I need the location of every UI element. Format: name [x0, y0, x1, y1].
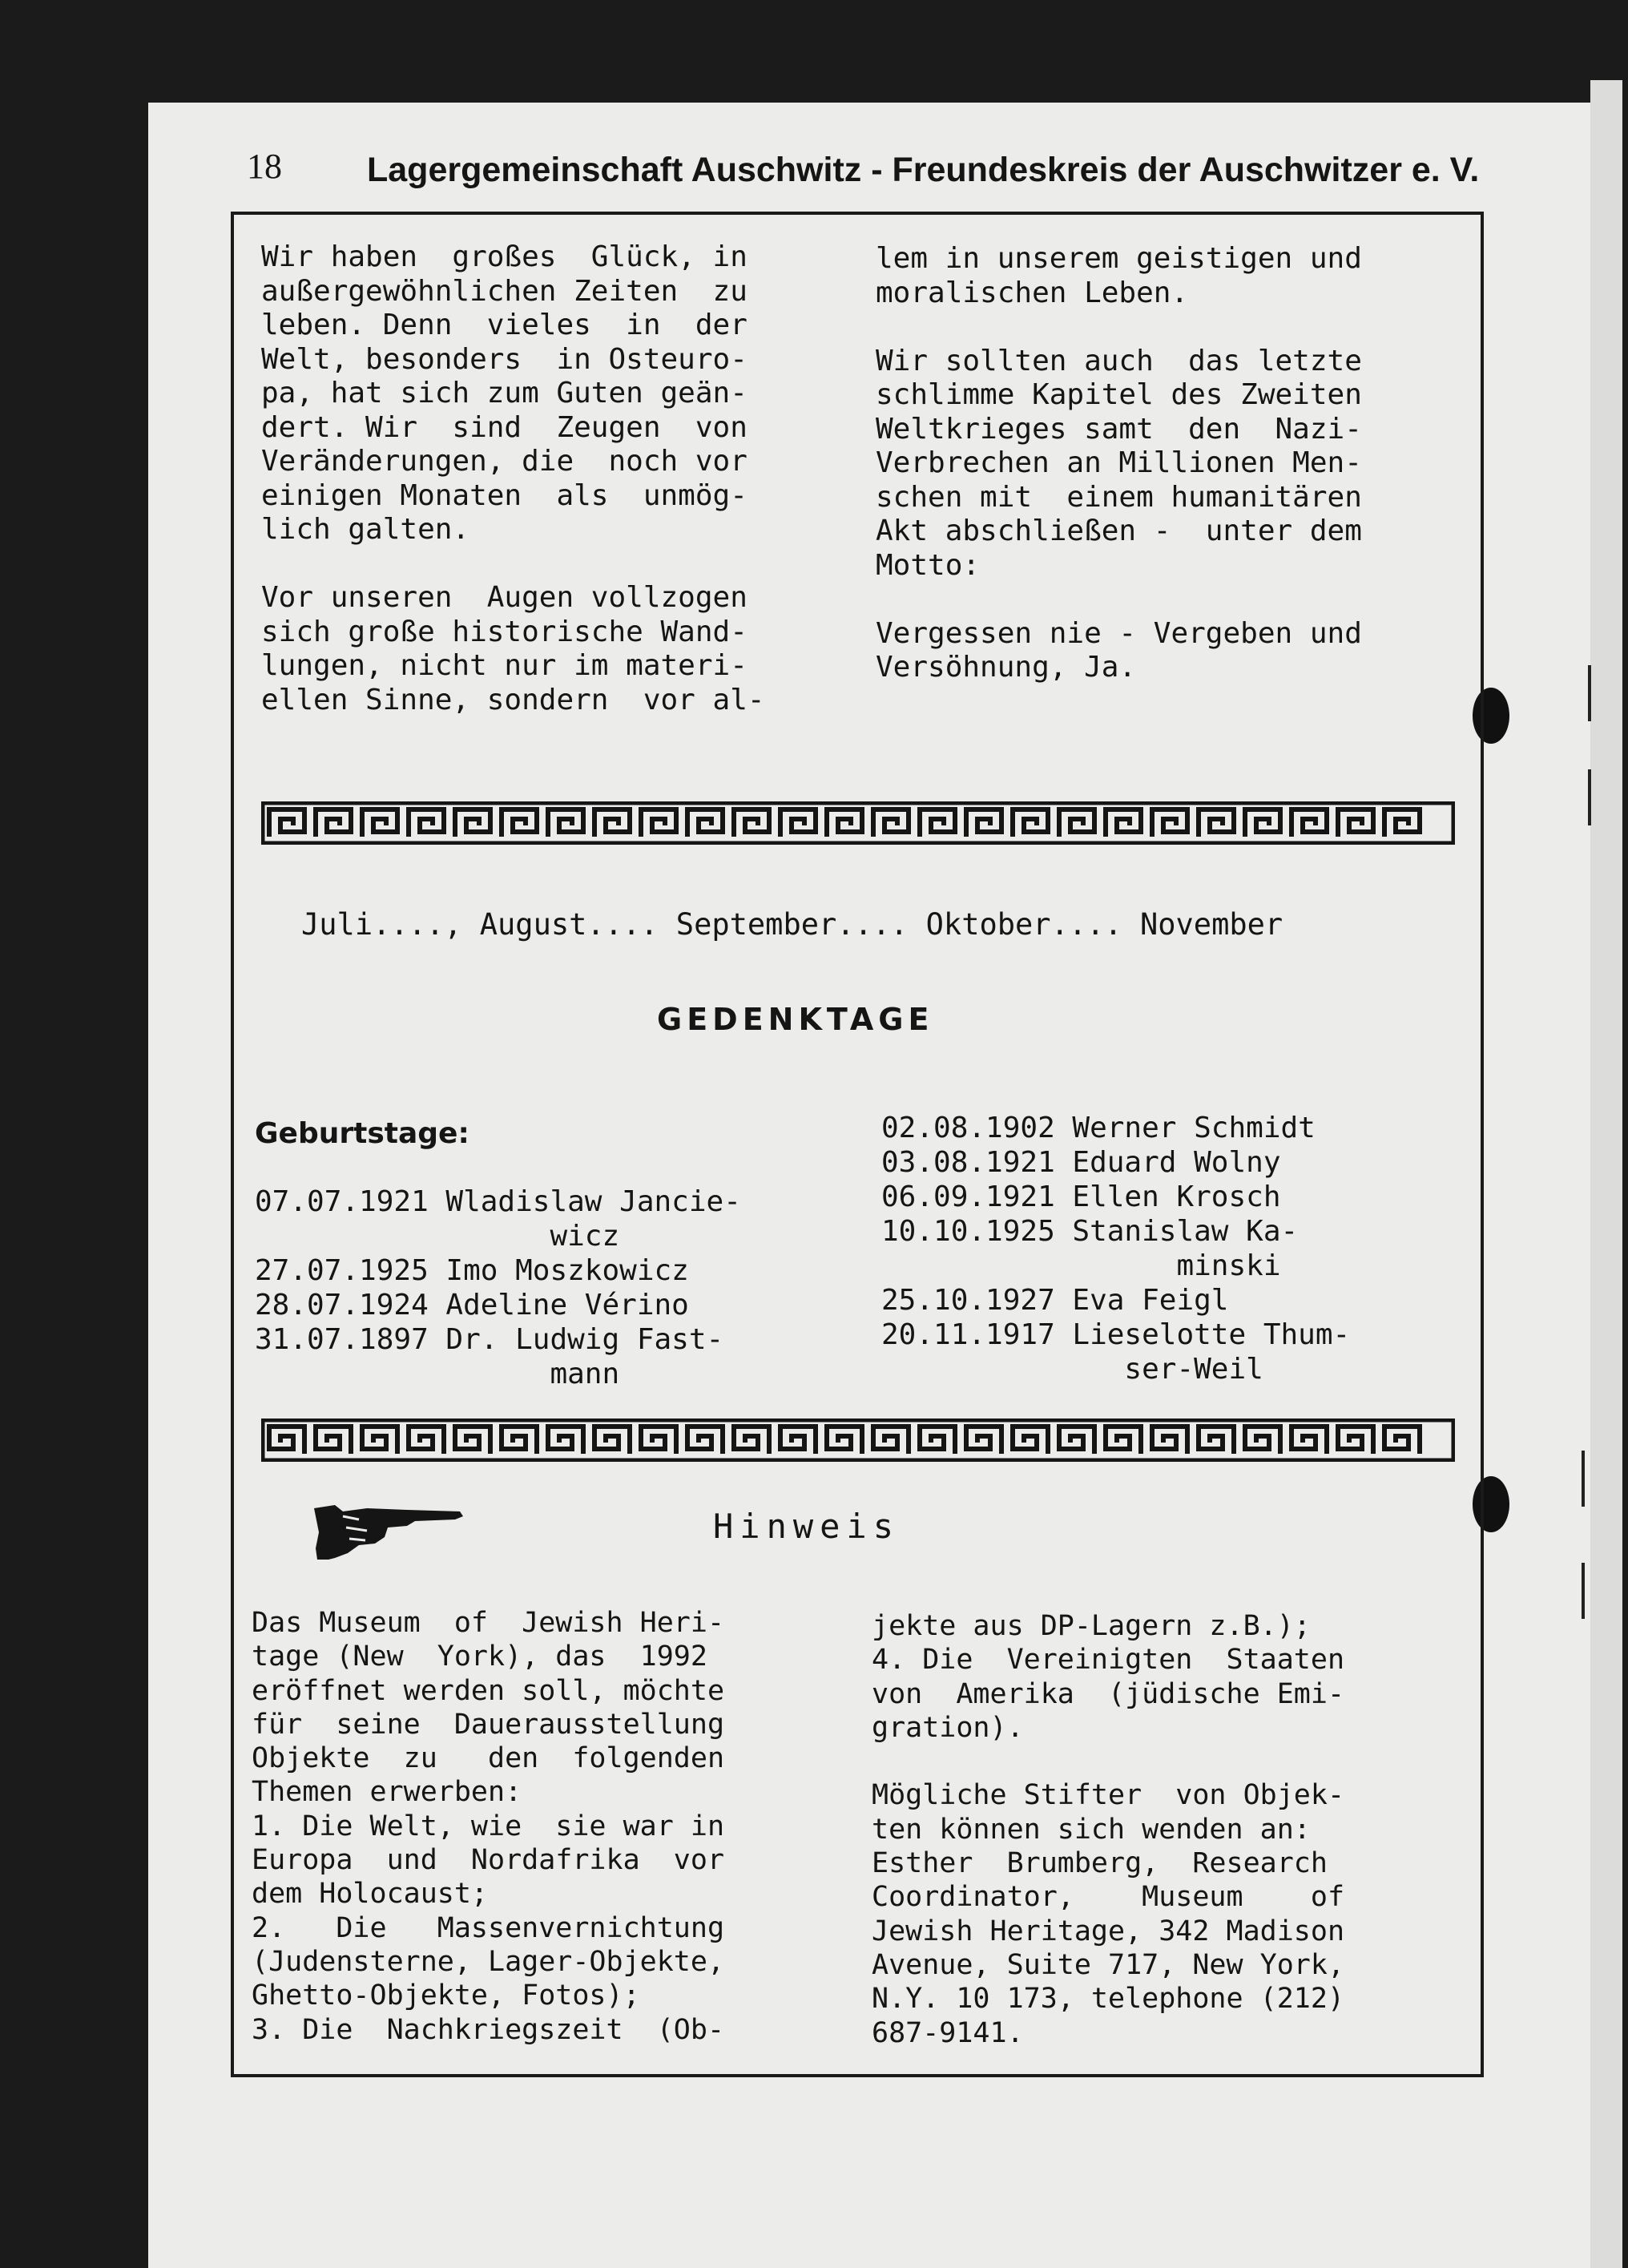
meander-unit [1059, 809, 1094, 837]
meander-unit [966, 1427, 1001, 1454]
text-line: 10.10.1925 Stanislaw Ka- [881, 1215, 1299, 1248]
meander-unit [1292, 809, 1327, 837]
meander-unit [362, 1427, 397, 1454]
meander-unit [594, 809, 630, 837]
binding-mark [1582, 1451, 1585, 1507]
text-line: einigen Monaten als unmög- [261, 478, 748, 512]
text-line: 1. Die Welt, wie sie war in [252, 1810, 725, 1842]
text-line: Das Museum of Jewish Heri- [252, 1607, 725, 1639]
text-line: minski [881, 1249, 1281, 1282]
hinweis-left-column [252, 1606, 724, 2047]
text-line: Jewish Heritage, 342 Madison [872, 1915, 1345, 1947]
meander-unit [409, 1427, 444, 1454]
meander-unit [455, 1427, 490, 1454]
meander-unit [409, 809, 444, 837]
meander-unit [269, 1427, 304, 1454]
text-line: eröffnet werden soll, möchte [252, 1674, 725, 1707]
text-line: Coordinator, Museum of [872, 1881, 1345, 1914]
text-line: Welt, besonders in Osteuro- [261, 342, 748, 376]
intro-right-column [876, 242, 1362, 685]
text-line: Akt abschließen - unter dem [876, 515, 1362, 547]
text-line: 687-9141. [872, 2016, 1024, 2049]
meander-unit [827, 809, 862, 837]
meander-unit [687, 809, 723, 837]
meander-unit [966, 809, 1001, 837]
text-line: (Judensterne, Lager-Objekte, [252, 1945, 725, 1978]
meander-unit [641, 809, 676, 837]
meander-unit [687, 1427, 723, 1454]
text-line: Wir haben großes Glück, in [261, 240, 748, 273]
text-line: Veränderungen, die noch vor [261, 445, 748, 478]
text-line: Themen erwerben: [252, 1776, 522, 1809]
text-line: 3. Die Nachkriegszeit (Ob- [252, 2013, 725, 2046]
meander-unit [1059, 1427, 1094, 1454]
text-line: von Amerika (jüdische Emi- [872, 1677, 1345, 1710]
text-line [876, 583, 1362, 617]
months-line: Juli...., August.... September.... Oktober.... November [301, 907, 1283, 942]
text-line: Verbrechen an Millionen Men- [876, 446, 1362, 479]
text-line: 07.07.1921 Wladislaw Jancie- [255, 1185, 741, 1218]
meander-unit [780, 1427, 816, 1454]
text-line: 31.07.1897 Dr. Ludwig Fast- [255, 1323, 724, 1356]
greek-key-border-bottom [261, 1419, 1455, 1462]
meander-unit [1152, 809, 1187, 837]
page-edge [1590, 80, 1622, 2268]
meander-unit [920, 809, 955, 837]
text-line: 20.11.1917 Lieselotte Thum- [881, 1318, 1351, 1351]
meander-unit [1245, 1427, 1280, 1454]
meander-unit [548, 809, 583, 837]
hinweis-right-column [872, 1609, 1344, 2050]
meander-unit [1292, 1427, 1327, 1454]
meander-unit [780, 809, 816, 837]
meander-unit [873, 809, 909, 837]
meander-unit [827, 1427, 862, 1454]
meander-unit [1013, 809, 1048, 837]
pointing-hand-icon [311, 1500, 471, 1564]
text-line: schlimme Kapitel des Zweiten [876, 378, 1362, 411]
text-line: 25.10.1927 Eva Feigl [881, 1284, 1229, 1317]
text-line: Ghetto-Objekte, Fotos); [252, 1979, 640, 2012]
meander-unit [1152, 1427, 1187, 1454]
birthdays-heading: Geburtstage: [255, 1117, 469, 1150]
meander-unit [502, 1427, 537, 1454]
meander-unit [594, 1427, 630, 1454]
meander-unit [269, 809, 304, 837]
text-line: ser-Weil [881, 1353, 1263, 1386]
meander-unit [455, 809, 490, 837]
text-line: lungen, nicht nur im materi- [261, 649, 748, 682]
greek-key-pattern [261, 1419, 1455, 1462]
text-line: Esther Brumberg, Research [872, 1847, 1328, 1880]
meander-unit [316, 809, 351, 837]
text-line: dem Holocaust; [252, 1878, 489, 1911]
text-line: gration). [872, 1711, 1024, 1744]
text-line: sich große historische Wand- [261, 615, 748, 648]
meander-unit [502, 809, 537, 837]
page-title: Lagergemeinschaft Auschwitz - Freundeskreis der Auschwitzer e. V. [367, 151, 1480, 189]
text-line: 4. Die Vereinigten Staaten [872, 1644, 1345, 1677]
text-line: Avenue, Suite 717, New York, [872, 1948, 1345, 1981]
binding-mark [1588, 769, 1591, 825]
meander-unit [1199, 1427, 1234, 1454]
text-line: Objekte zu den folgenden [252, 1742, 725, 1775]
text-line: jekte aus DP-Lagern z.B.); [872, 1610, 1311, 1642]
meander-unit [316, 1427, 351, 1454]
meander-unit [1338, 809, 1373, 837]
text-line: Europa und Nordafrika vor [252, 1844, 725, 1877]
text-line: 02.08.1902 Werner Schmidt [881, 1112, 1316, 1144]
meander-unit [1106, 809, 1141, 837]
text-line: N.Y. 10 173, telephone (212) [872, 1983, 1345, 2016]
gedenktage-heading: GEDENKTAGE [657, 1002, 934, 1037]
text-line: pa, hat sich zum Guten geän- [261, 377, 748, 410]
text-line: Wir sollten auch das letzte [876, 344, 1362, 377]
page-number: 18 [247, 147, 282, 186]
text-line: ten können sich wenden an: [872, 1813, 1311, 1846]
meander-unit [1013, 1427, 1048, 1454]
birthdays-right-list [881, 1111, 1350, 1386]
meander-unit [1384, 1427, 1420, 1454]
text-line: lem in unserem geistigen und [876, 242, 1362, 275]
text-line: dert. Wir sind Zeugen von [261, 410, 748, 444]
meander-unit [734, 809, 769, 837]
text-line: 2. Die Massenvernichtung [252, 1911, 725, 1944]
text-line [261, 547, 765, 582]
text-line: Weltkrieges samt den Nazi- [876, 412, 1362, 446]
meander-unit [641, 1427, 676, 1454]
text-line: lich galten. [261, 513, 470, 546]
text-line: mann [255, 1358, 620, 1390]
meander-unit [362, 809, 397, 837]
binding-mark [1582, 1563, 1585, 1619]
text-line: wicz [255, 1220, 620, 1253]
greek-key-pattern [261, 801, 1455, 845]
meander-unit [734, 1427, 769, 1454]
text-line: außergewöhnlichen Zeiten zu [261, 274, 748, 308]
hinweis-heading: Hinweis [713, 1507, 901, 1546]
text-line: tage (New York), das 1992 [252, 1640, 707, 1673]
text-line: 28.07.1924 Adeline Vérino [255, 1289, 689, 1322]
text-line: 03.08.1921 Eduard Wolny [881, 1146, 1281, 1179]
binding-mark [1588, 665, 1591, 721]
meander-unit [1199, 809, 1234, 837]
meander-unit [1338, 1427, 1373, 1454]
text-line: Mögliche Stifter von Objek- [872, 1779, 1345, 1812]
text-line: Motto: [876, 548, 981, 582]
meander-unit [1245, 809, 1280, 837]
greek-key-border-top [261, 801, 1455, 845]
text-line [872, 1745, 1344, 1778]
intro-left-column [261, 240, 765, 717]
text-line: 06.09.1921 Ellen Krosch [881, 1180, 1281, 1213]
text-line: schen mit einem humanitären [876, 480, 1362, 514]
text-line: für seine Dauerausstellung [252, 1708, 725, 1741]
meander-unit [1106, 1427, 1141, 1454]
text-line: Versöhnung, Ja. [876, 651, 1137, 684]
text-line: 27.07.1925 Imo Moszkowicz [255, 1254, 689, 1287]
meander-unit [873, 1427, 909, 1454]
text-line: ellen Sinne, sondern vor al- [261, 683, 765, 716]
text-line: Vergessen nie - Vergeben und [876, 616, 1362, 650]
text-line [876, 310, 1362, 345]
page-header [247, 146, 1497, 202]
meander-unit [920, 1427, 955, 1454]
text-line: Vor unseren Augen vollzogen [261, 581, 748, 614]
text-line: leben. Denn vieles in der [261, 309, 748, 341]
meander-unit [1384, 809, 1420, 837]
text-line: moralischen Leben. [876, 276, 1189, 309]
meander-unit [548, 1427, 583, 1454]
birthdays-left-list [255, 1184, 741, 1391]
